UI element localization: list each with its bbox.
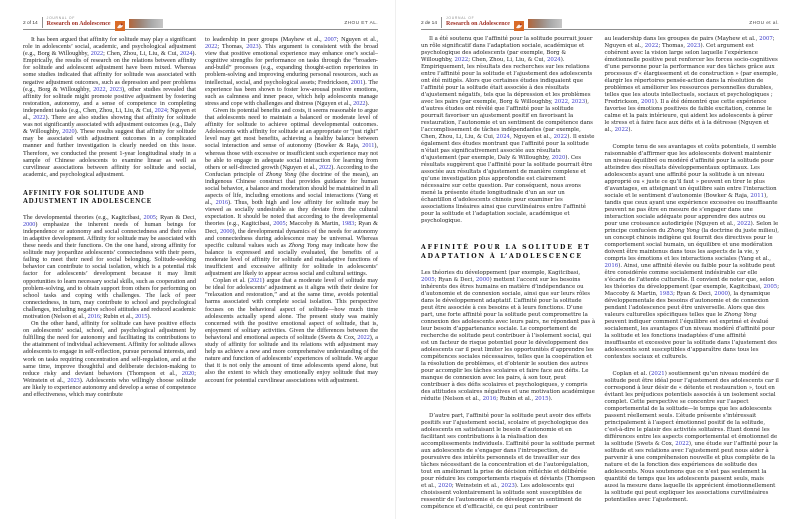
page-body (421, 36, 779, 519)
journal-name: Research on Adolescence (46, 21, 111, 27)
journal-emblem-icon (514, 18, 524, 28)
journal-name: Research on Adolescence (446, 21, 510, 27)
paragraph: Compte tenu de ses avantages et coûts potentiels, il semble raisonnable d’affirmer que les adolescents doivent maintenir un niveau équilibré ou modéré d’affinité pour la solitude pour atteindre des résultats développementaux optimaux. Les adolescents ayant une affinité pour la solitude à un niveau approprié ou « juste ce qu’il faut » peuvent en tirer le plus d’avantages, en atteignant un équilibre sain entre l’interaction sociale et le sentiment d’autonomie (Bowker & Raja, 2011), tandis que ceux ayant une expérience excessive ou insuffisante peuvent ne pas être en mesure de s’engager dans une interaction sociale adéquate pour apprendre des autres ou pour une croissance autodirigée (Nguyen et al., 2022). Selon le principe confucéen du Zhong Yong (la doctrine du juste milieu), un concept chinois indigène qui fournit des directives pour le comportement social humain, un équilibre et une modération doivent être maintenus dans tous les aspects de la vie, y compris les émotions et les interactions sociales (Yang et al., 2016). Ainsi, une affinité élevée ou faible pour la solitude peut être considérée comme socialement indésirable car elle s’écarte de l’attente culturelle. Il convient de noter que, selon les théories du développement (par exemple, Kagitcibasi, 2005; Maccoby & Martin, 1983; Ryan & Deci, 2000), la dynamique développementale des besoins d’autonomie et de connexion pendant l’adolescence peut être universelle. Alors que des valeurs culturelles spécifiques telles que le Zhong Yong peuvent indiquer comment l’équilibre est exprimé et évalué socialement, les avantages d’un niveau modéré d’affinité pour la solitude et les fonctions inadaptées d’une affinité insuffisante et excessive pour la solitude dans l’ajustement des adolescents sont susceptibles d’apparaître dans tous les contextes sociaux et culturels. (604, 144, 780, 360)
page-number: 2 of 14 (23, 21, 38, 26)
column-1 (421, 36, 596, 519)
column-2 (605, 36, 780, 519)
paragraph: Les théories du développement (par exemple, Kagitcibasi, 2005; Ryan & Deci, 2000) mettent l’accent sur les besoins inhérents des êtres humains en matière d’indépendance ou d’autonomie et de connexion sociale, ainsi que sur leurs rôles dans le développement adaptatif. L’affinité pour la solitude peut être associée à ces besoins et à leurs fonctions. D’une part, une forte affinité pour la solitude peut compromettre la connexion des adolescents avec leurs pairs, ne répondant pas à leur besoin d’appartenance sociale. Le comportement de recherche de solitude peut contribuer à l’isolement social, qui est un facteur de risque potentiel pour le développement des adolescents car il peut limiter les opportunités d’apprendre les compétences sociales nécessaires, telles que la coopération et la résolution de problèmes, et d’obtenir le soutien des autres pour accomplir les tâches scolaires et faire face aux défis. Le manque de connexion avec les pairs, à son tour, peut contribuer à des défis scolaires et psychologiques, y compris des attitudes scolaires négatives et une motivation académique réduite (Nelson et al., 2016; Rubin et al., 2015). (421, 270, 596, 402)
journal-overline: JOURNAL OF (446, 16, 475, 20)
logo-gradient-bar (528, 19, 562, 28)
paragraph: On the other hand, affinity for solitude can have positive effects on adolescents’ social, school, and psychological adjustment by fulfilling the need for autonomy and facilitating its contributions to the attainment of individual achievement. Affinity for solitude allows adolescents to engage in self-reflection, pursue personal interests, and work on tasks requiring concentration and self-regulation, and at the same time, improve thoughtful and deliberate decision-making to reduce risky and deviant behaviors (Thompson et al., 2020; Weinstein et al., 2023). Adolescents who willingly choose solitude are likely to experience autonomy and develop a sense of competence and effectiveness, which may contribute (23, 320, 196, 399)
paragraph: Given its potential benefits and costs, it seems reasonable to argue that adolescents need to maintain a balanced or moderate level of affinity for solitude to achieve optimal developmental outcomes. Adolescents with affinity for solitude at an appropriate or “just right” level may get most benefits, achieving a healthy balance between social interaction and sense of autonomy (Bowker & Raja, 2011), whereas those with excessive or insufficient such experience may not be able to engage in adequate social interaction for learning from others or self-directed growth (Nguyen et al., 2022). According to the Confucian principle of Zhong Yong (the doctrine of the mean), an indigenous Chinese construct that provides guidance for human social behavior, a balance and moderation should be maintained in all aspects of life, including emotions and social interactions (Yang et al., 2016). Thus, both high and low affinity for solitude may be viewed as socially undesirable as they deviate from the cultural expectation. It should be noted that according to the developmental theories (e.g., Kagitcibasi, 2005; Maccoby & Martin, 1983; Ryan & Deci, 2000), the developmental dynamics of the needs for autonomy and connectedness during adolescence may be universal. Whereas specific cultural values such as Zhong Yong may indicate how the balance is expressed and socially evaluated, the benefits of a moderate level of affinity for solitude and maladaptive functions of insufficient and excessive affinity for solitude in adolescents’ adjustment are likely to appear across social and cultural settings. (205, 106, 378, 278)
paragraph: Coplan et al. (2021) argue that a moderate level of solitude may be ideal for adolescents’ adjustment as it aligns with their desire for “relaxation and restoration,” and at the same time, avoids potential harms associated with complete social isolation. This perspective focuses on the behavioral aspect of solitude—how much time adolescents actually spend alone. The present study was mainly concerned with the positive emotional aspect of solitude, that is, enjoyment of solitary activities. Given the differences between the behavioral and emotional aspects of solitude (Swets & Cox, 2022), a study of affinity for solitude and its relations with adjustment may help us achieve a new and more comprehensive understanding of the nature and function of adolescents’ experiences of solitude. We argue that it is not only the amount of time adolescents spend alone, but also the extent to which they emotionally enjoy solitude that may account for potential curvilinear associations with adjustment. (205, 277, 378, 384)
journal-logo (47, 16, 111, 28)
running-head: ZHOU et al. (749, 21, 779, 26)
column-2 (205, 36, 378, 398)
journal-logo (446, 16, 510, 28)
running-head: ZHOU ET AL. (344, 21, 378, 26)
journal-emblem-icon (115, 18, 125, 28)
journal-overline: JOURNAL OF (46, 16, 76, 20)
paragraph: It has been argued that affinity for solitude may play a significant role in adolescents’ social, academic, and psychological adjustment (e.g., Borg & Willoughby, 2022; Chen, Zhou, Li, Liu, & Cui, 2024). Empirically, the results of research on the relations between affinity for solitude and adolescent adjustment have been mixed. Whereas some studies indicated that affinity for solitude was associated with negative adjustment outcomes, such as depression and peer problems (e.g., Borg & Willoughby, 2022, 2023), other studies revealed that affinity for solitude might promote positive adjustment by fostering restoration, autonomy, and a sense of competence in completing independent tasks (e.g., Chen, Zhou, Li, Liu, & Cui, 2024; Nguyen et al., 2022). There are also studies showing that affinity for solitude was not significantly associated with adjustment outcomes (e.g., Daly & Willoughby, 2020). These results suggest that affinity for solitude may be associated with adjustment outcomes in a complicated manner and further investigation is clearly needed on this issue. Therefore, we conducted the present 1-year longitudinal study in a sample of Chinese adolescents to examine linear as well as curvilinear associations between affinity for solitude and social, academic, and psychological adjustment. (23, 36, 197, 178)
section-heading: AFFINITY FOR SOLITUDE AND ADJUSTMENT IN ADOLESCENCE (23, 189, 153, 206)
logo-gradient-bar (129, 19, 163, 28)
page-header (421, 12, 779, 30)
paragraph: Coplan et al. (2021) soutiennent qu’un niveau modéré de solitude peut être idéal pour l’ajustement des adolescents car il correspond à leur désir de « détente et restauration », tout en évitant les préjudices potentiels associés à un isolement social complet. Cette perspective se concentre sur l’aspect comportemental de la solitude—le temps que les adolescents passent réellement seuls. L’étude présente s’intéressait principalement à l’aspect émotionnel positif de la solitude, c’est-à-dire le plaisir des activités solitaires. Étant donné les différences entre les aspects comportemental et émotionnel de la solitude (Swets & Cox, 2022), une étude sur l’affinité pour la solitude et ses relations avec l’ajustement peut nous aider à parvenir à une compréhension nouvelle et plus complète de la nature et de la fonction des expériences de solitude des adolescents. Nous soutenons que ce n’est pas seulement la quantité de temps que les adolescents passent seuls, mais aussi la mesure dans laquelle ils apprécient émotionnellement la solitude qui peut expliquer les associations curvilinéaires potentielles avec l’ajustement. (604, 371, 779, 503)
header-divider (441, 17, 442, 28)
section-heading: AFFINITÉ POUR LA SOLITUDE ET ADAPTATION À L’ADOLESCENCE (421, 244, 591, 260)
paragraph: au leadership dans les groupes de pairs (Mayhew et al., 2007; Nguyen et al., 2022; Thomas, 2023). Cet argument est cohérent avec la vision large selon laquelle l’expérience émotionnelle positive peut renforcer les forces socio-cognitives d’une personne pour la performance sur des tâches grâce aux processus d’« élargissement et de construction » (par exemple, élargir les répertoires pensée-action dans la résolution de problèmes et améliorer les ressources personnelles durables, telles que les atouts intellectuels, sociaux et psychologiques ; Fredrickson, 2001). Il a été démontré que cette expérience favorise les émotions positives de faible excitation, comme le calme et la paix intérieure, qui aident les adolescents à gérer le stress et à faire face aux défis et à la détresse (Nguyen et al., 2022). (604, 36, 779, 133)
paragraph: to leadership in peer groups (Mayhew et al., 2007; Nguyen et al., 2022; Thomas, 2023). This argument is consistent with the broad view that positive emotional experience may enhance one’s social–cognitive strengths for performance on tasks through the “broaden-and-build” processes (e.g., expanding thought-action repertoires in problem-solving and improving enduring personal resources, such as intellectual, social, and psychological assets; Fredrickson, 2001). The experience has been shown to foster low-arousal positive emotions, such as calmness and inner peace, which help adolescents manage stress and cope with challenges and distress (Nguyen et al., 2022). (205, 36, 378, 107)
paragraph: The developmental theories (e.g., Kagitcibasi, 2005; Ryan & Deci, 2000) emphasize the inherent needs of human beings for independence or autonomy and social connectedness and their roles in adaptive development. Affinity for solitude may be associated with these needs and their functions. On the one hand, strong affinity for solitude may jeopardize adolescents’ connectedness with their peers, failing to meet their need for social belonging. Solitude-seeking behavior can contribute to social isolation, which is a potential risk factor for adolescents’ development because it may limit opportunities to learn necessary social skills, such as cooperation and problem-solving, and to obtain support from others for performing on school tasks and coping with challenges. The lack of peer connectedness, in turn, may contribute to school and psychological challenges, including negative school attitudes and reduced academic motivation (Nelson et al., 2016; Rubin et al., 2015). (23, 213, 196, 320)
page-number: 2 de 14 (421, 21, 438, 26)
page-right-french (395, 0, 790, 519)
paragraph: Il a été soutenu que l’affinité pour la solitude pourrait jouer un rôle significatif dans l’adaptation sociale, académique et psychologique des adolescents (par exemple, Borg & Willoughby, 2022; Chen, Zhou, Li, Liu, & Cui, 2024). Empiriquement, les résultats des recherches sur les relations entre l’affinité pour la solitude et l’ajustement des adolescents ont été mitigés. Alors que certaines études indiquaient que l’affinité pour la solitude était associée à des résultats d’ajustement négatifs, tels que la dépression et les problèmes avec les pairs (par exemple, Borg & Willoughby, 2022, 2023), d’autres études ont révélé que l’affinité pour la solitude pourrait favoriser un ajustement positif en favorisant la restauration, l’autonomie et un sentiment de compétence dans l’accomplissement de tâches indépendantes (par exemple, Chen, Zhou, Li, Liu, & Cui, 2024, Nguyen et al., 2022). Il existe également des études montrant que l’affinité pour la solitude n’était pas significativement associée aux résultats d’ajustement (par exemple, Daly & Willoughby, 2020). Ces résultats suggèrent que l’affinité pour la solitude pourrait être associée aux résultats d’ajustement de manière complexe et qu’une investigation plus approfondie est clairement nécessaire sur cette question. Par conséquent, nous avons mené la présente étude longitudinale d’un an sur un échantillon d’adolescents chinois pour examiner les associations linéaires ainsi que curvilinéaires entre l’affinité pour la solitude et l’adaptation sociale, académique et psychologique. (421, 36, 595, 224)
page-header (23, 12, 378, 30)
header-divider (42, 17, 43, 28)
column-1 (23, 36, 196, 398)
paragraph: D’autre part, l’affinité pour la solitude peut avoir des effets positifs sur l’ajustement social, scolaire et psychologique des adolescents en satisfaisant le besoin d’autonomie et en facilitant ses contributions à la réalisation des accomplissements individuels. L’affinité pour la solitude permet aux adolescents de s’engager dans l’introspection, de poursuivre des intérêts personnels et de travailler sur des tâches nécessitant de la concentration et de l’autorégulation, tout en améliorant la prise de décision réfléchie et délibérée pour réduire les comportements risqués et déviants (Thompson et al., 2020; Weinstein et al., 2023). Les adolescents qui choisissent volontairement la solitude sont susceptibles de ressentir de l’autonomie et de développer un sentiment de compétence et d’efficacité, ce qui peut contribuer (421, 413, 596, 510)
page-body (23, 36, 378, 398)
page-left-english (0, 0, 395, 519)
